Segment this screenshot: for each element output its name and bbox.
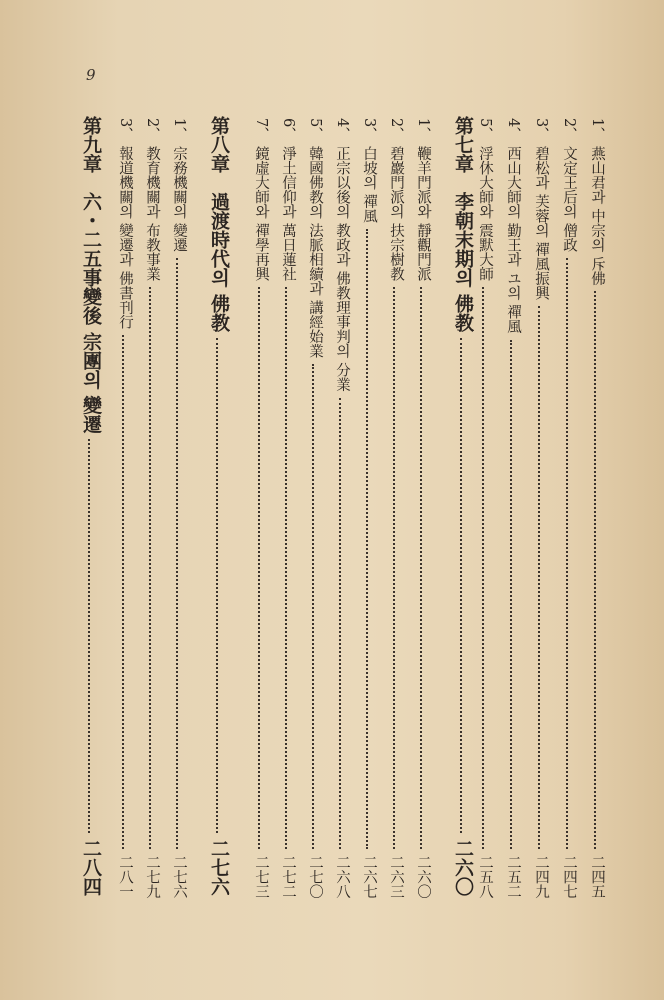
leader-dots bbox=[393, 287, 395, 849]
leader-dots bbox=[594, 291, 596, 848]
entry-title: 鞭羊門派와 靜觀門派 bbox=[415, 145, 431, 281]
entry-title: 淨土信仰과 萬日蓮社 bbox=[280, 145, 296, 281]
leader-dots bbox=[216, 338, 218, 833]
entry-page: 二四九 bbox=[533, 854, 549, 898]
entry-title: 碧巖門派의 扶宗樹教 bbox=[388, 145, 404, 281]
toc-entry bbox=[304, 118, 322, 898]
leader-dots bbox=[482, 287, 484, 849]
entry-number: 2、 bbox=[144, 118, 160, 142]
leader-dots bbox=[510, 340, 512, 849]
toc-entry bbox=[114, 118, 132, 898]
entry-page: 二六三 bbox=[388, 854, 404, 898]
entry-page: 二五八 bbox=[477, 854, 493, 898]
entry-number: 3、 bbox=[361, 118, 377, 142]
entry-page: 二七二 bbox=[280, 854, 296, 898]
entry-title: 第九章 六・二五事變後 宗團의 變遷 bbox=[80, 116, 102, 434]
leader-dots bbox=[176, 258, 178, 849]
page-number: 9 bbox=[86, 66, 96, 84]
leader-dots bbox=[285, 287, 287, 849]
entry-title: 西山大師의 勤王과 ユ의 禪風 bbox=[505, 145, 521, 334]
toc-entry bbox=[250, 118, 268, 898]
entry-number: 2、 bbox=[388, 118, 404, 142]
entry-title: 韓國佛教의 法脈相續과 講經始業 bbox=[307, 145, 323, 358]
entry-number: 5、 bbox=[477, 118, 493, 142]
toc-entry bbox=[558, 118, 576, 898]
toc-chapter bbox=[450, 116, 472, 896]
entry-number: 1、 bbox=[171, 118, 187, 142]
entry-title: 正宗以後의 教政과 佛教理事判의 分業 bbox=[334, 145, 350, 392]
entry-number: 6、 bbox=[280, 118, 296, 142]
toc-entry bbox=[586, 118, 604, 898]
entry-page: 二七六 bbox=[208, 839, 230, 896]
entry-page: 二八一 bbox=[117, 854, 133, 898]
entry-title: 文定王后의 僧政 bbox=[561, 145, 577, 252]
leader-dots bbox=[566, 258, 568, 849]
toc-entry bbox=[358, 118, 376, 898]
entry-page: 二八四 bbox=[80, 839, 102, 896]
entry-title: 第八章 過渡時代의 佛教 bbox=[208, 116, 230, 332]
leader-dots bbox=[258, 287, 260, 849]
entry-number: 3、 bbox=[533, 118, 549, 142]
entry-page: 二五二 bbox=[505, 854, 521, 898]
leader-dots bbox=[460, 338, 462, 833]
entry-page: 二四五 bbox=[589, 854, 605, 898]
leader-dots bbox=[122, 335, 124, 849]
entry-page: 二七〇 bbox=[307, 854, 323, 898]
entry-title: 鏡虛大師와 禪學再興 bbox=[253, 145, 269, 281]
entry-page: 二七九 bbox=[144, 854, 160, 898]
toc-entry bbox=[474, 118, 492, 898]
toc-entry bbox=[168, 118, 186, 898]
entry-page: 二六八 bbox=[334, 854, 350, 898]
entry-number: 4、 bbox=[505, 118, 521, 142]
entry-number: 5、 bbox=[307, 118, 323, 142]
toc-entry bbox=[502, 118, 520, 898]
toc-entry bbox=[277, 118, 295, 898]
entry-number: 3、 bbox=[117, 118, 133, 142]
entry-page: 二七三 bbox=[253, 854, 269, 898]
toc-entry bbox=[412, 118, 430, 898]
entry-title: 白坡의 禪風 bbox=[361, 145, 377, 223]
leader-dots bbox=[312, 364, 314, 849]
toc-entry bbox=[141, 118, 159, 898]
entry-title: 教育機關과 布教事業 bbox=[144, 145, 160, 281]
entry-title: 第七章 李朝末期의 佛教 bbox=[452, 116, 474, 332]
entry-page: 二七六 bbox=[171, 854, 187, 898]
entry-page: 二六七 bbox=[361, 854, 377, 898]
entry-number: 4、 bbox=[334, 118, 350, 142]
entry-title: 碧松과 芙蓉의 禪風振興 bbox=[533, 145, 549, 300]
toc-entry bbox=[385, 118, 403, 898]
entry-number: 1、 bbox=[589, 118, 605, 142]
entry-title: 燕山君과 中宗의 斥佛 bbox=[589, 145, 605, 286]
leader-dots bbox=[538, 306, 540, 849]
entry-number: 7、 bbox=[253, 118, 269, 142]
toc-entry bbox=[530, 118, 548, 898]
entry-title: 宗務機關의 變遷 bbox=[171, 145, 187, 252]
toc-chapter bbox=[206, 116, 228, 896]
entry-page: 二六〇 bbox=[452, 839, 474, 896]
leader-dots bbox=[88, 439, 90, 833]
entry-number: 2、 bbox=[561, 118, 577, 142]
toc-entry bbox=[331, 118, 349, 898]
entry-page: 二四七 bbox=[561, 854, 577, 898]
leader-dots bbox=[420, 287, 422, 849]
leader-dots bbox=[366, 229, 368, 849]
entry-page: 二六〇 bbox=[415, 854, 431, 898]
entry-number: 1、 bbox=[415, 118, 431, 142]
toc-chapter bbox=[78, 116, 100, 896]
leader-dots bbox=[339, 398, 341, 849]
entry-title: 報道機關의 變遷과 佛書刊行 bbox=[117, 145, 133, 329]
leader-dots bbox=[149, 287, 151, 849]
entry-title: 浮休大師와 震默大師 bbox=[477, 145, 493, 281]
